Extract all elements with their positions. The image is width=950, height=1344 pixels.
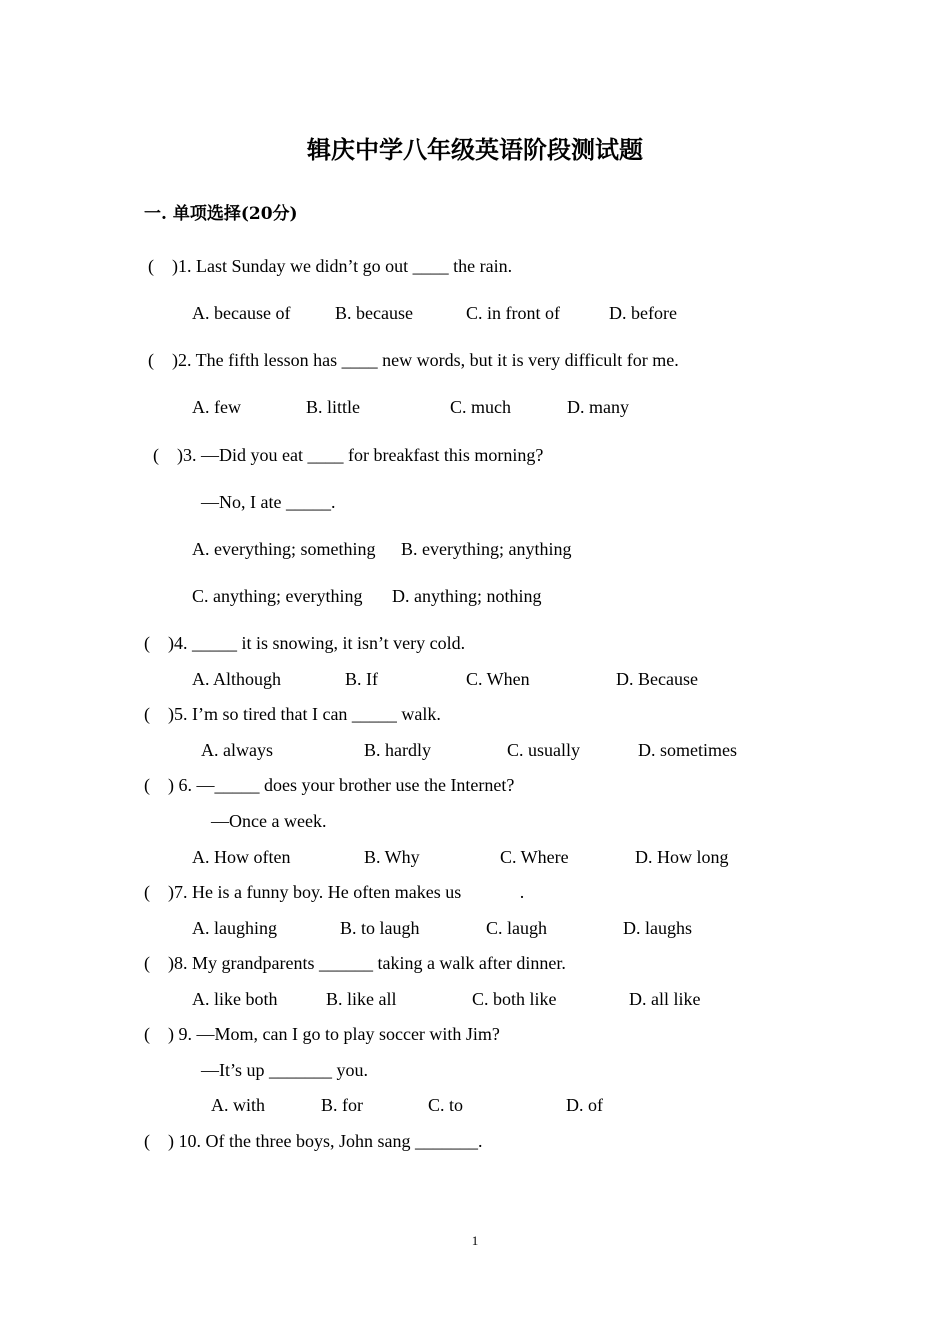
question-3-option-a: A. everything; something: [192, 539, 376, 559]
question-5-option-b: B. hardly: [364, 740, 431, 760]
question-6-reply: —Once a week.: [211, 811, 327, 831]
question-1-option-a: A. because of: [192, 303, 291, 323]
question-6-stem: ( ) 6. —_____ does your brother use the Internet?: [144, 775, 515, 795]
question-3-reply: —No, I ate _____.: [201, 492, 336, 512]
section-heading: 一. 单项选择(20分): [144, 204, 298, 224]
question-5-option-c: C. usually: [507, 740, 581, 760]
question-6-option-a: A. How often: [192, 847, 291, 867]
question-8-option-c: C. both like: [472, 989, 557, 1009]
question-2-option-a: A. few: [192, 397, 241, 417]
question-2-option-c: C. much: [450, 397, 511, 417]
question-7-option-d: D. laughs: [623, 918, 692, 938]
question-6-option-c: C. Where: [500, 847, 569, 867]
question-6-option-b: B. Why: [364, 847, 420, 867]
question-3-stem: ( )3. —Did you eat ____ for breakfast this morning?: [153, 445, 544, 465]
question-2-option-d: D. many: [567, 397, 629, 417]
question-1-stem: ( )1. Last Sunday we didn’t go out ____ the rain.: [148, 256, 513, 276]
question-6-option-d: D. How long: [635, 847, 729, 867]
question-4-option-a: A. Although: [192, 669, 282, 689]
question-1-option-c: C. in front of: [466, 303, 560, 323]
question-4-option-c: C. When: [466, 669, 530, 689]
question-3-option-b: B. everything; anything: [401, 539, 572, 559]
question-4-stem: ( )4. _____ it is snowing, it isn’t very cold.: [144, 633, 466, 653]
question-3-option-c: C. anything; everything: [192, 586, 363, 606]
question-9-option-c: C. to: [428, 1095, 464, 1115]
question-5-stem: ( )5. I’m so tired that I can _____ walk.: [144, 704, 441, 724]
page-title: 辑庆中学八年级英语阶段测试题: [307, 135, 643, 164]
question-9-reply: —It’s up _______ you.: [201, 1060, 369, 1080]
question-9-option-a: A. with: [211, 1095, 265, 1115]
question-1-option-b: B. because: [335, 303, 413, 323]
question-8-option-a: A. like both: [192, 989, 278, 1009]
question-2-option-b: B. little: [306, 397, 360, 417]
question-9-option-b: B. for: [321, 1095, 363, 1115]
question-7-option-b: B. to laugh: [340, 918, 420, 938]
page-number: 1: [471, 1233, 479, 1248]
question-8-option-b: B. like all: [326, 989, 397, 1009]
question-2-stem: ( )2. The fifth lesson has ____ new words, but it is very difficult for me.: [148, 350, 679, 370]
question-7-stem: ( )7. He is a funny boy. He often makes us .: [144, 882, 525, 902]
question-5-option-d: D. sometimes: [638, 740, 737, 760]
question-9-stem: ( ) 9. —Mom, can I go to play soccer with Jim?: [144, 1024, 500, 1044]
question-1-option-d: D. before: [609, 303, 677, 323]
question-10-stem: ( ) 10. Of the three boys, John sang _______.: [144, 1131, 483, 1151]
question-7-option-c: C. laugh: [486, 918, 547, 938]
question-9-option-d: D. of: [566, 1095, 603, 1115]
question-7-option-a: A. laughing: [192, 918, 277, 938]
question-5-option-a: A. always: [201, 740, 273, 760]
question-8-option-d: D. all like: [629, 989, 701, 1009]
question-3-option-d: D. anything; nothing: [392, 586, 542, 606]
question-8-stem: ( )8. My grandparents ______ taking a walk after dinner.: [144, 953, 566, 973]
question-4-option-d: D. Because: [616, 669, 698, 689]
question-4-option-b: B. If: [345, 669, 378, 689]
